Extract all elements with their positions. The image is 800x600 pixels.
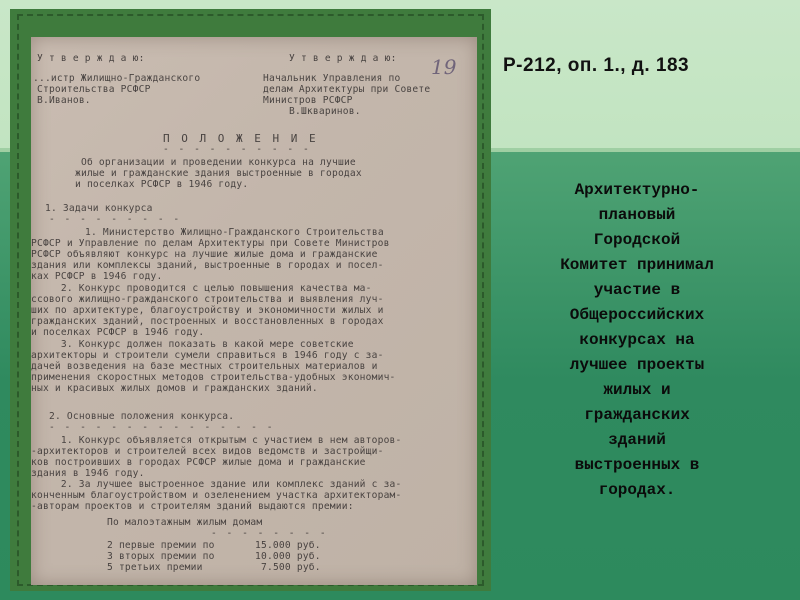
document-frame (10, 9, 491, 591)
section2-line: ков построивших в городах РСФСР жилые дома и гражданские (31, 457, 366, 468)
right-signatory-line: В.Шкваринов. (289, 106, 361, 117)
description-line: жилых и (603, 381, 671, 399)
section1-underline: - - - - - - - - - (49, 214, 182, 225)
description-line: конкурсах на (579, 331, 695, 349)
section2-line: -архитекторов и строителей всех видов ведомств и застройщи- (31, 446, 384, 457)
section1-line: РСФСР и Управление по делам Архитектуры при Совете Министров (31, 238, 390, 249)
prize-amount: 7.500 руб. (261, 562, 321, 573)
section2-line: -авторам проектов и строителям зданий выдаются премии: (31, 501, 354, 512)
prizes-underline: - - - - - - - - (211, 528, 328, 539)
prizes-header: По малоэтажным жилым домам (107, 517, 263, 528)
description-text (505, 178, 769, 503)
description-line: Архитектурно- (574, 181, 700, 199)
section1-line: РСФСР объявляют конкурс на лучшие жилые дома и гражданские (31, 249, 378, 260)
section1-line: ссового жилищно-гражданского строительства и выявления луч- (31, 294, 384, 305)
section2-line: конченным благоустройством и озеленением участка архитекторам- (31, 490, 402, 501)
section1-line: и поселках РСФСР в 1946 году. (31, 327, 205, 338)
section2-line: 1. Конкурс объявляется открытым с участием в нем авторов- (31, 435, 402, 446)
section1-line: ках РСФСР в 1946 году. (31, 271, 163, 282)
prize-label: 2 первые премии по (107, 540, 215, 551)
section1-line: дачей возведения на базе местных строительных материалов и (31, 361, 378, 372)
description-line: городах. (598, 481, 676, 499)
description-line: гражданских (584, 406, 690, 424)
description-line: плановый (598, 206, 676, 224)
approve-right-label: У т в е р ж д а ю: (289, 53, 397, 64)
section1-line: ных и красивых жилых домов и гражданских зданий. (31, 383, 318, 394)
prize-label: 5 третьих премии (107, 562, 203, 573)
left-signatory-line: В.Иванов. (37, 95, 91, 106)
section1-line: гражданских зданий, построенных и восстановленных в городах (31, 316, 384, 327)
right-signatory-line: делам Архитектуры при Совете (263, 84, 431, 95)
section1-line: 3. Конкурс должен показать в какой мере советские (31, 339, 354, 350)
title-underline: - - - - - - - - - - (163, 144, 311, 155)
section2-line: здания в 1946 году. (31, 468, 145, 479)
document-subtitle-line: Об организации и проведении конкурса на лучшие (81, 157, 356, 168)
description-line: Общероссийских (569, 306, 705, 324)
section1-line: 2. Конкурс проводится с целью повышения качества ма- (31, 283, 372, 294)
archive-reference: Р-212, оп. 1., д. 183 (503, 55, 690, 76)
document-title: П О Л О Ж Е Н И Е (163, 132, 319, 145)
section1-line: архитекторы и строители сумели справиться в 1946 году с за- (31, 350, 384, 361)
description-line: лучшее проекты (569, 356, 705, 374)
document-subtitle-line: и поселках РСФСР в 1946 году. (75, 179, 249, 190)
approve-left-label: У т в е р ж д а ю: (37, 53, 145, 64)
prize-label: 3 вторых премии по (107, 551, 215, 562)
description-line: выстроенных в (574, 456, 700, 474)
prize-amount: 15.000 руб. (255, 540, 321, 551)
section2-title: 2. Основные положения конкурса. (49, 411, 235, 422)
prize-amount: 10.000 руб. (255, 551, 321, 562)
description-line: зданий (608, 431, 666, 449)
left-signatory-line: Строительства РСФСР (37, 84, 151, 95)
section2-line: 2. За лучшее выстроенное здание или комплекс зданий с за- (31, 479, 402, 490)
section1-line: ших по архитектуре, благоустройству и экономичности жилых и (31, 305, 384, 316)
description-line: участие в (593, 281, 681, 299)
section1-line: 1. Министерство Жилищно-Гражданского Строительства (85, 227, 384, 238)
archival-document-scan (31, 37, 477, 585)
right-signatory-line: Начальник Управления по (263, 73, 401, 84)
section1-line: здания или комплексы зданий, выстроенные в городах и посел- (31, 260, 384, 271)
description-line: Городской (593, 231, 681, 249)
description-line: Комитет принимал (560, 256, 714, 274)
left-signatory-line: ...истр Жилищно-Гражданского (33, 73, 201, 84)
section1-line: применения скоростных методов строительства-удобных экономич- (31, 372, 396, 383)
document-subtitle-line: жилые и гражданские здания выстроенные в городах (75, 168, 362, 179)
section2-underline: - - - - - - - - - - - - - - - (49, 422, 275, 433)
section1-title: 1. Задачи конкурса (45, 203, 153, 214)
handwritten-page-number: 19 (431, 55, 457, 79)
right-signatory-line: Министров РСФСР (263, 95, 353, 106)
